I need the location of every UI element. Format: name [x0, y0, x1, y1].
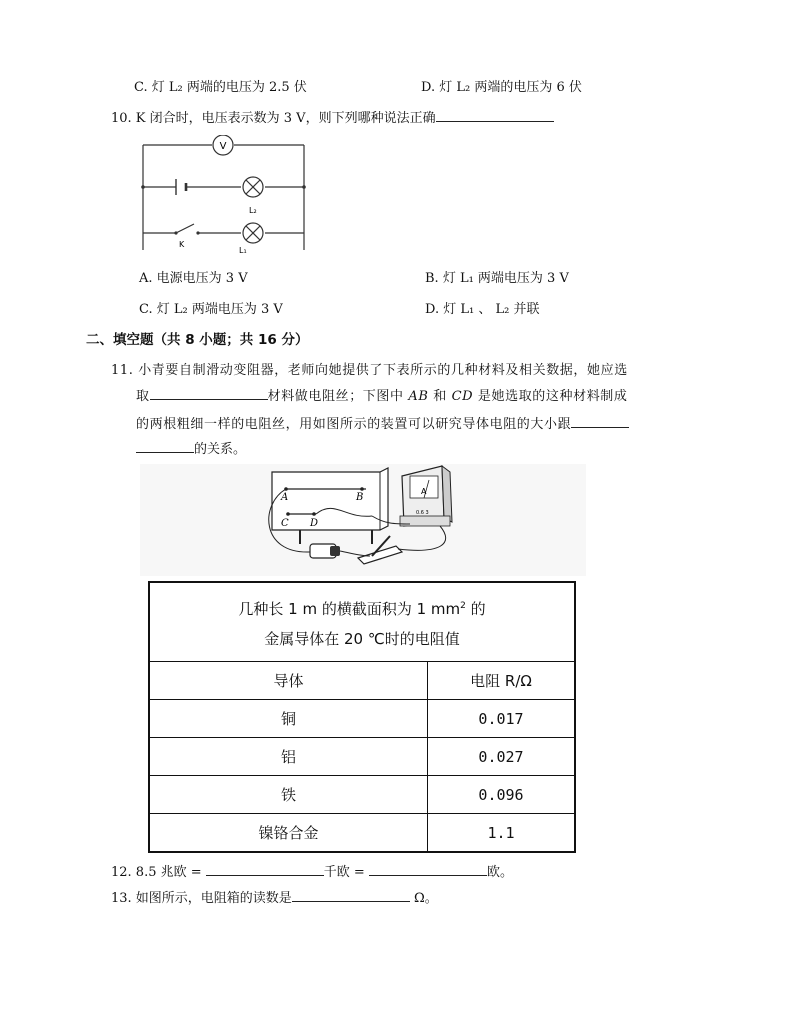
q12-line [111, 861, 513, 880]
table-title-line1-end: 的 [465, 599, 486, 618]
q13-line [111, 887, 438, 906]
section-heading-fill-in: 二、填空题（共 8 小题；共 16 分） [86, 332, 309, 348]
header-resistance: 电阻 R/Ω [428, 662, 576, 700]
q11-line4-text: 的关系。 [194, 442, 247, 457]
q9-option-d: D. 灯 L₂ 两端的电压为 6 伏 [421, 80, 582, 95]
table-row [149, 814, 575, 853]
terminal-b-label: B [356, 492, 364, 503]
q11-cd-label: CD [451, 389, 474, 404]
conductor-name: 铜 [149, 700, 428, 738]
ammeter [400, 466, 452, 526]
table-title-line1 [238, 600, 485, 618]
q10-option-a: A. 电源电压为 3 V [139, 271, 248, 286]
q13-blank-reading[interactable] [292, 887, 410, 902]
q11-blank-relation-b[interactable] [136, 438, 194, 453]
table-row [149, 738, 575, 776]
l1-label: L₁ [239, 246, 247, 255]
q12-prefix: 12. 8.5 兆欧 = [111, 865, 202, 880]
q11-line2-end: 是她选取的这种材料制成 [477, 389, 628, 404]
switch-k-label: K [179, 240, 185, 249]
conductor-name: 铁 [149, 776, 428, 814]
terminal-a-label: A [281, 492, 289, 503]
q12-suffix: 欧。 [486, 865, 513, 880]
terminal-d-label: D [310, 518, 319, 529]
q11-blank-relation-a[interactable] [571, 413, 629, 428]
q11-apparatus-figure [140, 464, 586, 576]
ammeter-label: A [421, 487, 427, 496]
battery-cell [310, 544, 340, 558]
table-row [149, 776, 575, 814]
q11-blank-material[interactable] [150, 385, 268, 400]
resistance-value: 0.027 [428, 738, 576, 776]
table-row [149, 700, 575, 738]
q10-option-d: D. 灯 L₁ 、 L₂ 并联 [425, 302, 540, 317]
q11-line3 [136, 413, 629, 432]
table-title-superscript: 2 [460, 600, 466, 611]
q10-circuit-diagram [138, 135, 308, 260]
q12-blank-ohm[interactable] [369, 861, 487, 876]
q11-line4 [136, 438, 246, 457]
q13-suffix: Ω。 [413, 891, 438, 906]
voltmeter-label: V [219, 141, 227, 152]
q11-line2-mid: 材料做电阻丝；下图中 [267, 389, 404, 404]
q10-answer-blank[interactable] [436, 107, 554, 122]
table-title-line2: 金属导体在 20 ℃时的电阻值 [264, 629, 460, 648]
resistance-value: 1.1 [428, 814, 576, 853]
q11-line2-start: 取 [136, 389, 150, 404]
q11-and: 和 [433, 389, 447, 404]
q11-line2 [136, 385, 628, 404]
header-conductor: 导体 [149, 662, 428, 700]
resistance-value: 0.096 [428, 776, 576, 814]
q10-option-b: B. 灯 L₁ 两端电压为 3 V [425, 271, 569, 286]
conductor-name: 镍铬合金 [149, 814, 428, 853]
q10-stem [111, 107, 554, 126]
q11-ab-label: AB [408, 389, 429, 404]
q10-stem-text: 10. K 闭合时，电压表示数为 3 V，则下列哪种说法正确 [111, 111, 436, 126]
l2-label: L₂ [249, 206, 257, 215]
q13-prefix: 13. 如图所示，电阻箱的读数是 [111, 891, 292, 906]
table-title [149, 582, 575, 662]
q11-line1: 11. 小青要自制滑动变阻器，老师向她提供了下表所示的几种材料及相关数据，她应选 [111, 363, 628, 378]
q9-option-c: C. 灯 L₂ 两端的电压为 2.5 伏 [134, 80, 307, 95]
lamp-l2-symbol [243, 177, 263, 197]
q11-line3-text: 的两根粗细一样的电阻丝，用如图所示的装置可以研究导体电阻的大小跟 [136, 417, 572, 432]
lamp-l1-symbol [243, 223, 263, 243]
terminal-c-label: C [281, 518, 289, 529]
table-title-line1-text: 几种长 1 m 的横截面积为 1 mm [238, 599, 461, 618]
q10-option-c: C. 灯 L₂ 两端电压为 3 V [139, 302, 283, 317]
conductor-name: 铝 [149, 738, 428, 776]
q12-mid: 千欧 = [323, 865, 365, 880]
q12-blank-kiloohm[interactable] [206, 861, 324, 876]
ammeter-scale: 0.6 3 [416, 510, 429, 516]
resistance-value: 0.017 [428, 700, 576, 738]
resistance-data-table [148, 581, 576, 853]
voltmeter-symbol [213, 135, 233, 155]
